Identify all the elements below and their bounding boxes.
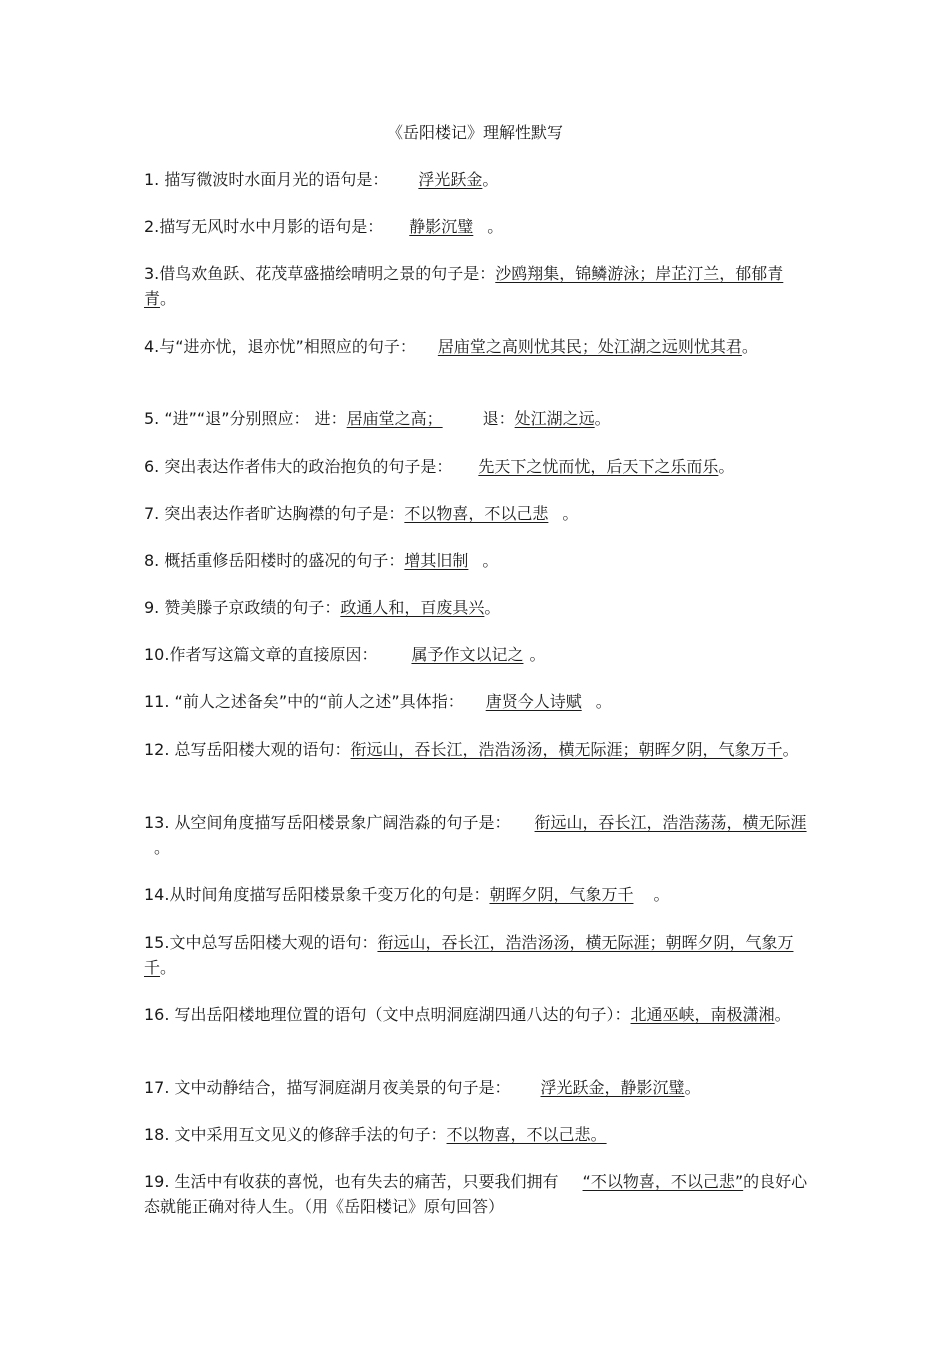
answer: 浮光跃金: [418, 170, 483, 189]
question-8: [144, 548, 808, 573]
punctuation: 。: [154, 838, 171, 857]
question-13: [144, 810, 808, 860]
question-12: [144, 737, 808, 762]
question-6: [144, 454, 808, 479]
question-text: 14.从时间角度描写岳阳楼景象千变万化的句是：: [144, 885, 490, 904]
answer: 唐贤今人诗赋: [485, 692, 582, 711]
question-5: [144, 406, 808, 431]
question-4: [144, 334, 808, 359]
answer: 沙鸥翔集，锦鳞游泳；岸芷汀兰，郁郁青青: [144, 264, 784, 308]
punctuation: 。: [160, 958, 177, 977]
answer: 不以物喜，不以己悲: [404, 504, 549, 523]
punctuation: 。: [594, 409, 611, 428]
answer: 居庙堂之高；: [346, 409, 443, 428]
question-11: [144, 689, 808, 714]
punctuation: 。: [484, 598, 501, 617]
question-text: 10.作者写这篇文章的直接原因：: [144, 645, 378, 664]
question-text: 2.描写无风时水中月影的语句是：: [144, 217, 384, 236]
question-16: [144, 1002, 808, 1027]
question-text: 16. 写出岳阳楼地理位置的语句（文中点明洞庭湖四通八达的句子）：: [144, 1005, 631, 1024]
question-text: 18. 文中采用互文见义的修辞手法的句子：: [144, 1125, 447, 1144]
answer: 衔远山，吞长江，浩浩汤汤，横无际涯；朝晖夕阴，气象万千: [350, 740, 783, 759]
punctuation: 。: [487, 217, 504, 236]
question-19: [144, 1169, 808, 1219]
question-text: 1. 描写微波时水面月光的语句是：: [144, 170, 389, 189]
answer: 静影沉璧: [409, 217, 474, 236]
answer-2: 处江湖之远: [514, 409, 595, 428]
answer: 增其旧制: [404, 551, 469, 570]
answer: 朝晖夕阴，气象万千: [489, 885, 634, 904]
punctuation: 。: [595, 692, 612, 711]
punctuation: 。: [653, 885, 670, 904]
question-text: 4.与“进亦忧，退亦忧”相照应的句子：: [144, 337, 416, 356]
question-text: 17. 文中动静结合，描写洞庭湖月夜美景的句子是：: [144, 1078, 511, 1097]
punctuation: 。: [684, 1078, 701, 1097]
answer: “不以物喜，不以己悲”: [582, 1172, 744, 1191]
question-1: [144, 167, 808, 192]
punctuation: 。: [718, 457, 735, 476]
question-text: 6. 突出表达作者伟大的政治抱负的句子是：: [144, 457, 453, 476]
punctuation: 。: [590, 1125, 607, 1144]
question-text: 3.借鸟欢鱼跃、花茂草盛描绘晴明之景的句子是：: [144, 264, 496, 283]
question-15: [144, 930, 808, 980]
answer: 居庙堂之高则忧其民；处江湖之远则忧其君: [437, 337, 742, 356]
answer: 北通巫峡，南极潇湘: [630, 1005, 775, 1024]
answer: 衔远山，吞长江，浩浩汤汤，横无际涯；朝晖夕阴，气象万千: [144, 933, 794, 977]
answer: 属予作文以记之: [411, 645, 524, 664]
answer: 衔远山，吞长江，浩浩荡荡，横无际涯: [534, 813, 807, 832]
question-2: [144, 214, 808, 239]
question-text: 19. 生活中有收获的喜悦，也有失去的痛苦，只要我们拥有: [144, 1172, 559, 1191]
question-text: 12. 总写岳阳楼大观的语句：: [144, 740, 351, 759]
question-text: 13. 从空间角度描写岳阳楼景象广阔浩淼的句子是：: [144, 813, 511, 832]
question-text: 9. 赞美滕子京政绩的句子：: [144, 598, 341, 617]
punctuation: 。: [482, 170, 499, 189]
punctuation: 。: [160, 289, 177, 308]
question-7: [144, 501, 808, 526]
question-3: [144, 261, 808, 311]
question-text: 7. 突出表达作者旷达胸襟的句子是：: [144, 504, 405, 523]
answer: 先天下之忧而忧，后天下之乐而乐: [478, 457, 719, 476]
question-tail: 的良好心态就能正确对待人生。（用《岳阳楼记》原句回答）: [144, 1172, 808, 1216]
question-9: [144, 595, 808, 620]
answer: 不以物喜，不以己悲: [446, 1125, 591, 1144]
answer: 政通人和，百废具兴: [340, 598, 485, 617]
question-18: [144, 1122, 808, 1147]
question-text: 8. 概括重修岳阳楼时的盛况的句子：: [144, 551, 405, 570]
question-14: [144, 882, 808, 907]
question-10: [144, 642, 808, 667]
punctuation: 。: [741, 337, 758, 356]
question-17: [144, 1075, 808, 1100]
punctuation: 。: [562, 504, 579, 523]
question-text: 5. “进”“退”分别照应： 进：: [144, 409, 347, 428]
question-text: 11. “前人之述备矣”中的“前人之述”具体指：: [144, 692, 464, 711]
answer: 浮光跃金，静影沉璧: [540, 1078, 685, 1097]
punctuation: 。: [774, 1005, 791, 1024]
punctuation: 。: [529, 645, 546, 664]
punctuation: 。: [782, 740, 799, 759]
document-title: 《岳阳楼记》理解性默写: [386, 123, 563, 142]
punctuation: 。: [482, 551, 499, 570]
question-text-2: 退：: [482, 409, 515, 428]
question-text: 15.文中总写岳阳楼大观的语句：: [144, 933, 378, 952]
